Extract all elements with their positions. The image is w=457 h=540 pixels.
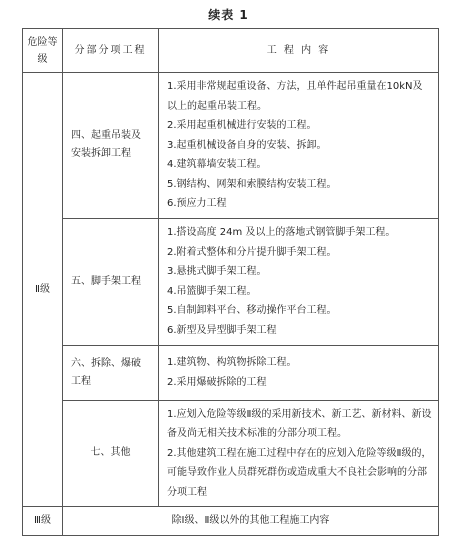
- list-item: 2.采用起重机械进行安装的工程。: [167, 120, 317, 131]
- list-item: 1.应划入危险等级Ⅱ级的采用新技术、新工艺、新材料、新设备及尚无相关技术标准的分部分项工程。: [167, 408, 432, 439]
- content-cell: [159, 400, 439, 507]
- list-item: 4.建筑幕墙安装工程。: [167, 159, 267, 170]
- content-cell: [159, 73, 439, 219]
- list-item: 5.自制卸料平台、移动操作平台工程。: [167, 305, 337, 316]
- list-item: 4.吊篮脚手架工程。: [167, 285, 257, 297]
- list-item: 3.起重机械设备自身的安装、拆卸。: [167, 139, 327, 151]
- content-cell: [159, 218, 439, 345]
- table-row: [23, 218, 439, 345]
- project-cell: 五、脚手架工程: [63, 218, 159, 345]
- project-cell: 七、其他: [63, 400, 159, 507]
- list-item: 1.搭设高度 24m 及以上的落地式钢管脚手架工程。: [167, 227, 396, 238]
- level-ii-cell: Ⅱ级: [23, 73, 63, 507]
- list-item: 6.新型及异型脚手架工程: [167, 324, 277, 336]
- hazard-level-table: [22, 28, 439, 536]
- header-level: 危险等级: [23, 29, 63, 73]
- header-project: 分部分项工程: [63, 29, 159, 73]
- table-row: [23, 507, 439, 536]
- project-cell: 四、起重吊装及安装拆卸工程: [63, 73, 159, 219]
- content-cell: [159, 345, 439, 400]
- list-item: 3.悬挑式脚手架工程。: [167, 266, 267, 277]
- table-header-row: [23, 29, 439, 73]
- project-cell: 六、拆除、爆破工程: [63, 345, 159, 400]
- list-item: 1.采用非常规起重设备、方法，且单件起吊重量在10kN及以上的起重吊装工程。: [167, 81, 423, 112]
- table-row: [23, 345, 439, 400]
- list-item: 2.附着式整体和分片提升脚手架工程。: [167, 246, 337, 258]
- level-iii-cell: Ⅲ级: [23, 507, 63, 536]
- table-title: 续表 1: [208, 8, 249, 22]
- table-row: [23, 400, 439, 507]
- list-item: 1.建筑物、构筑物拆除工程。: [167, 357, 297, 368]
- level-iii-content: 除Ⅰ级、Ⅱ级以外的其他工程施工内容: [63, 507, 439, 536]
- list-item: 5.钢结构、网架和索膜结构安装工程。: [167, 178, 337, 190]
- list-item: 6.预应力工程: [167, 198, 227, 209]
- list-item: 2.其他建筑工程在施工过程中存在的应划入危险等级Ⅱ级的，可能导致作业人员群死群伤或造成重大不良社会影响的分部分项工程: [167, 447, 432, 498]
- header-content: 工 程 内 容: [159, 29, 439, 73]
- list-item: 2.采用爆破拆除的工程: [167, 376, 267, 388]
- table-row: [23, 73, 439, 219]
